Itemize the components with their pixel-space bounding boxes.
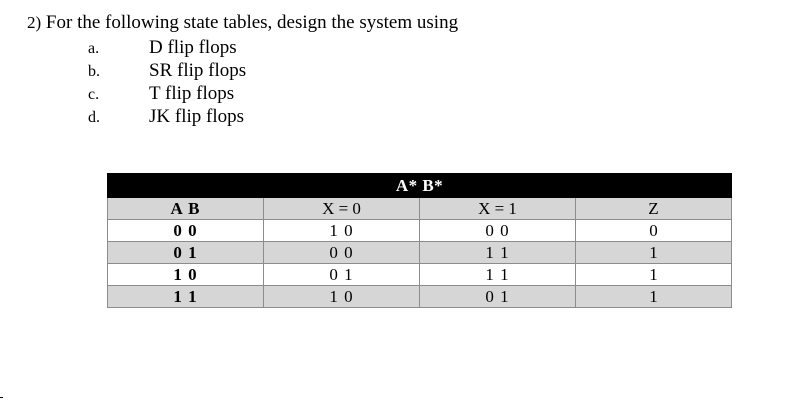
header-x1: X = 1 [420, 198, 576, 220]
cell-x1: 0 1 [420, 286, 576, 308]
table-row [108, 264, 732, 286]
header-ab: A B [108, 198, 264, 220]
option-text: SR flip flops [149, 60, 247, 81]
option-text: JK flip flops [149, 106, 244, 127]
cell-z: 1 [576, 286, 732, 308]
cell-x0: 1 0 [264, 286, 420, 308]
page-edge-mark [0, 397, 3, 398]
cell-state: 0 1 [108, 242, 264, 264]
option-text: D flip flops [149, 37, 237, 58]
table-header-row [108, 198, 732, 220]
option-b [88, 59, 246, 82]
option-list [88, 36, 246, 128]
cell-x1: 1 1 [420, 242, 576, 264]
cell-x0: 0 1 [264, 264, 420, 286]
cell-x0: 1 0 [264, 220, 420, 242]
cell-state: 1 1 [108, 286, 264, 308]
option-letter: a. [88, 40, 100, 57]
cell-x1: 0 0 [420, 220, 576, 242]
option-text: T flip flops [149, 83, 235, 104]
cell-x1: 1 1 [420, 264, 576, 286]
table-title-row [108, 174, 732, 198]
table-row [108, 242, 732, 264]
header-z: Z [576, 198, 732, 220]
question-text [27, 11, 458, 35]
cell-x0: 0 0 [264, 242, 420, 264]
table-row [108, 220, 732, 242]
question-number: 2) [27, 13, 42, 32]
option-d [88, 105, 246, 128]
question-prompt: For the following state tables, design the system using [45, 12, 459, 33]
cell-z: 1 [576, 242, 732, 264]
option-letter: d. [88, 109, 100, 126]
option-c [88, 82, 246, 105]
table-title: A* B* [108, 174, 732, 198]
cell-z: 0 [576, 220, 732, 242]
cell-state: 0 0 [108, 220, 264, 242]
header-x0: X = 0 [264, 198, 420, 220]
cell-z: 1 [576, 264, 732, 286]
state-table [107, 173, 732, 308]
option-letter: c. [88, 86, 100, 103]
cell-state: 1 0 [108, 264, 264, 286]
option-a [88, 36, 246, 59]
option-letter: b. [88, 63, 100, 80]
table-row [108, 286, 732, 308]
